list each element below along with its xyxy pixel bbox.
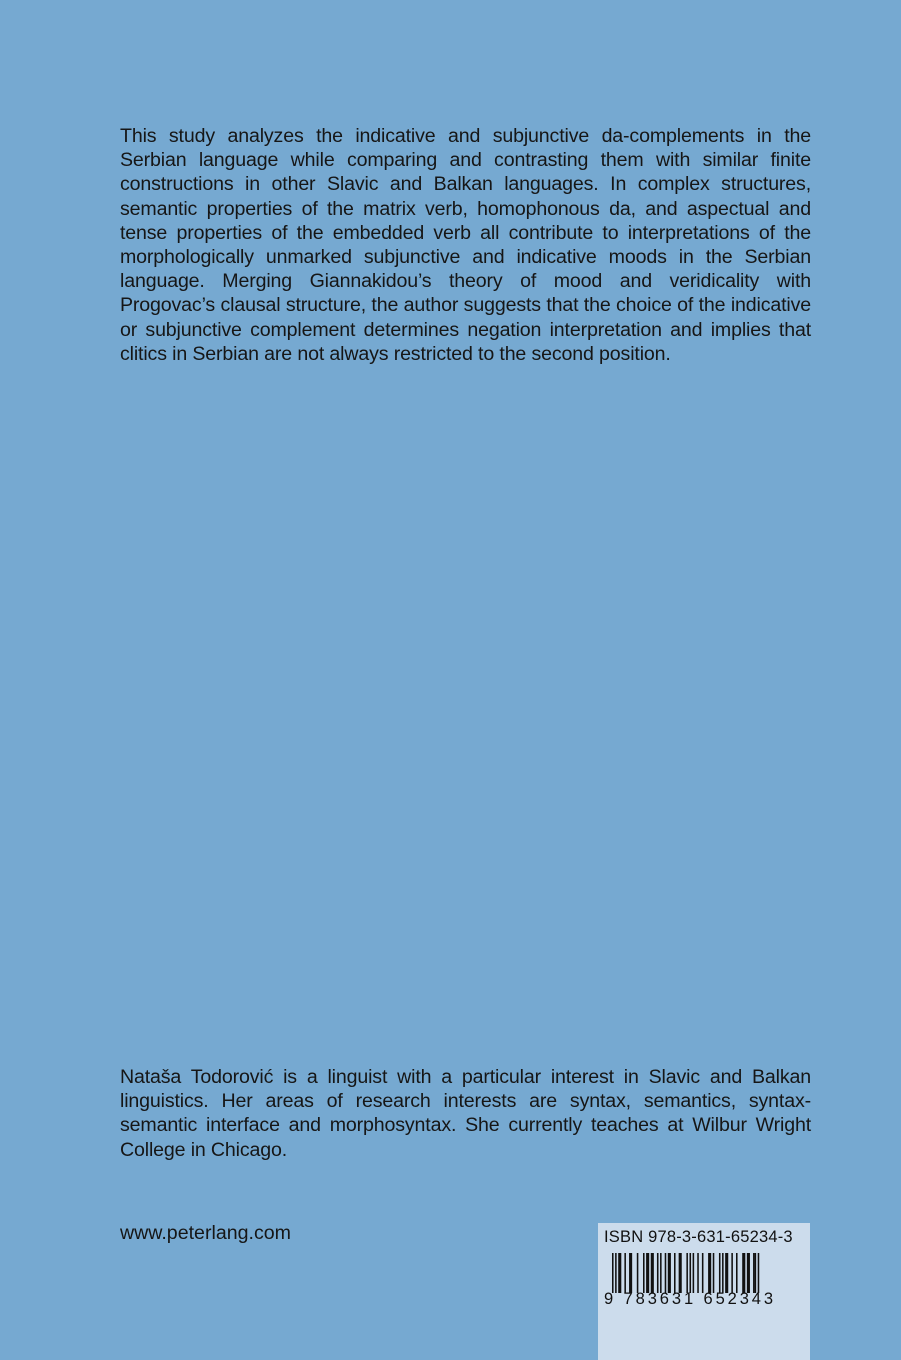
barcode-bar (742, 1253, 745, 1293)
barcode-bar (686, 1253, 688, 1293)
publisher-website: www.peterlang.com (120, 1222, 291, 1244)
isbn-label: ISBN 978-3-631-65234-3 (604, 1228, 793, 1246)
barcode-bar (753, 1253, 755, 1293)
barcode-bar (668, 1253, 671, 1293)
barcode-bar (722, 1253, 724, 1293)
barcode-bar (758, 1253, 760, 1293)
barcode-bar (646, 1253, 649, 1293)
barcode-bar (697, 1253, 699, 1293)
barcode-bar (657, 1253, 659, 1293)
barcode-bar (693, 1253, 695, 1293)
barcode-digits: 9 783631 652343 (604, 1290, 776, 1308)
barcode-bar (731, 1253, 733, 1293)
barcode-bar (690, 1253, 692, 1293)
barcode-bar (637, 1253, 639, 1293)
barcode-bar (618, 1253, 621, 1293)
barcode-bar (660, 1253, 662, 1293)
barcode-bar (629, 1253, 632, 1293)
barcode-bar (755, 1253, 757, 1293)
barcode-bar (719, 1253, 721, 1293)
barcode-bar (643, 1253, 645, 1293)
isbn-barcode-panel (598, 1223, 810, 1360)
author-bio: Nataša Todorović is a linguist with a particular interest in Slavic and Balkan linguistics. Her areas of research interests are syntax, semantics, syntax-semantic interface and morphosyntax. She currently teaches at Wilbur Wright College in Chicago. (120, 1066, 811, 1161)
barcode-bar (651, 1253, 654, 1293)
barcode-bar (615, 1253, 617, 1293)
barcode-bar (725, 1253, 728, 1293)
barcode-bar (612, 1253, 614, 1293)
barcode-bar (679, 1253, 682, 1293)
barcode-bar (624, 1253, 626, 1293)
barcode-bar (736, 1253, 738, 1293)
barcode-bar (674, 1253, 676, 1293)
barcode-bar (665, 1253, 667, 1293)
barcode-bar (708, 1253, 711, 1293)
barcode-bar (702, 1253, 704, 1293)
book-description: This study analyzes the indicative and subjunctive da-complements in the Serbian language while comparing and contrasting them with similar finite constructions in other Slavic and Balkan languages. In complex structures, semantic properties of the matrix verb, homophonous da, and aspectual and tense properties of the embedded verb all contribute to interpretations of the morphologically unmarked subjunctive and indicative moods in the Serbian language. Merging Giannakidou’s theory of mood and veridicality with Progovac’s clausal structure, the author suggests that the choice of the indicative or subjunctive complement determines negation interpretation and implies that clitics in Serbian are not always restricted to the second position. (120, 125, 811, 365)
barcode-bar (747, 1253, 750, 1293)
barcode-bar (713, 1253, 715, 1293)
